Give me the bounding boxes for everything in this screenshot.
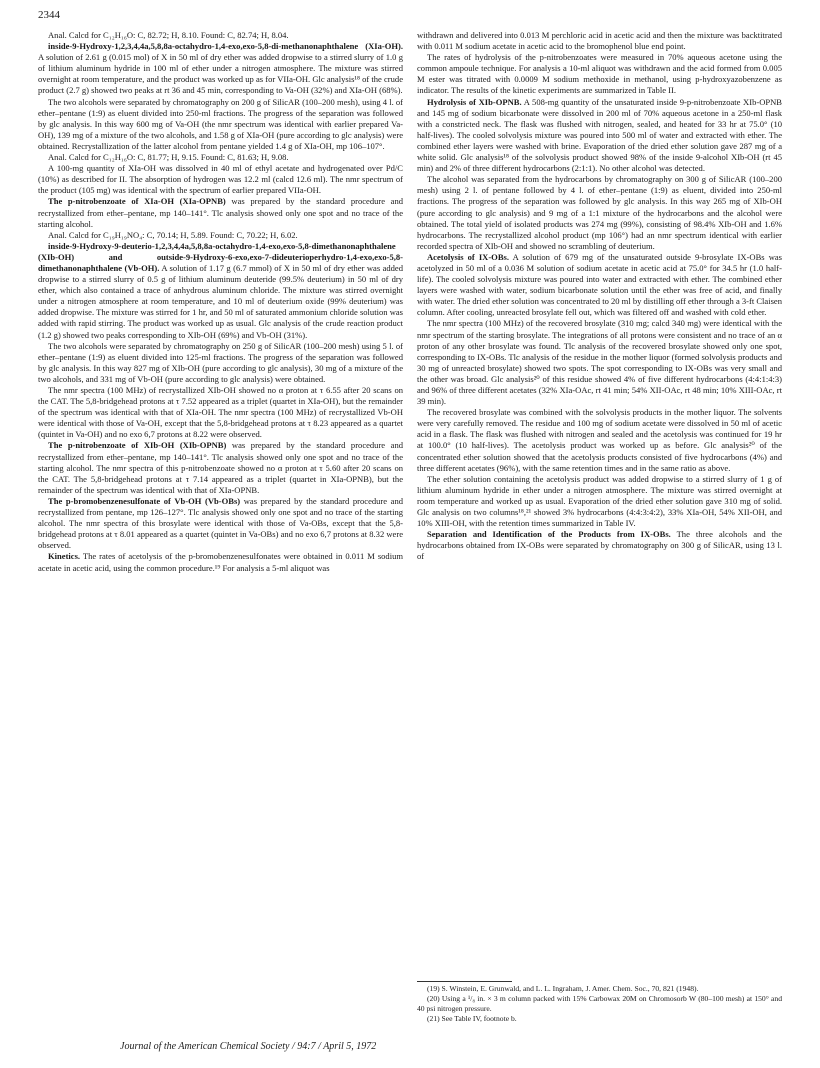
paragraph-text: was prepared by the standard procedure and recrystallized from ether–pentane, mp 140–141°. Tlc analysis showed only one spot and no trace of the starting alcohol. [38, 196, 404, 229]
paragraph-text: The rates of acetolysis of the p-bromobenzenesulfonates were obtained in 0.011 M sodium acetate in acetic acid, using the common procedure.¹⁹ For analysis a 5-ml aliquot was [38, 551, 403, 573]
paragraph-text: The two alcohols were separated by chromatography on 200 g of SilicAR (100–200 mesh), using 4 l. of ether–pentane (1:9) as eluent divided into 250-ml fractions. The progress of the separation was followed by glc analysis. In this way 600 mg of Va-OH (the nmr spectrum was identical with earlier prepared Va-OH), 139 mg of a mixture of the two alcohols, and 1.58 g of XIa-OH (pure according to glc analysis) were obtained. Recrystallization of the latter alcohol from pentane yielded 1.4 g of XIa-OH, mp 106–107°. [38, 96, 403, 151]
paragraph-heading: The p-nitrobenzoate of XIb-OH (XIb-OPNB) [48, 440, 227, 451]
paragraph [417, 97, 782, 175]
paragraph-text: The nmr spectra (100 MHz) of recrystallized XIb-OH showed no α proton at τ 6.55 after 20 scans on the CAT. The 5,8-bridgehead protons at τ 7.52 appeared as a triplet (quartet in XIa-OH), but the remainder of the spectrum was identical with that of XIa-OH. The nmr spectra (100 MHz) of recrystallized Vb-OH were identical with those of Va-OH, except that the 5,8-bridgehead protons at τ 8.23 appeared as a quartet (quintet in Va-OH) and no exo 6,7 protons at 8.22 were observed. [38, 385, 403, 440]
paragraph-text: The three alcohols and the hydrocarbons obtained from IX-OBs were separated by chromatography on 300 g of SilicAR, using 13 l. of [417, 529, 782, 562]
paragraph [417, 52, 782, 96]
paragraph [38, 241, 403, 341]
paragraph-text: Anal. Calcd for C₁₂H₁₆O: C, 81.77; H, 9.15. Found: C, 81.63; H, 9.08. [48, 152, 289, 163]
paragraph [38, 41, 403, 96]
right-text-column [417, 30, 782, 563]
paragraph-heading: The p-nitrobenzoate of XIa-OH (XIa-OPNB) [48, 196, 226, 207]
paragraph [417, 252, 782, 319]
footnote: (19) S. Winstein, E. Grunwald, and L. L. Ingraham, J. Amer. Chem. Soc., 70, 821 (1948). [427, 984, 699, 993]
paragraph-text: withdrawn and delivered into 0.013 M perchloric acid in acetic acid and then the mixture was backtitrated with 0.011 M sodium acetate in acetic acid to the bromophenol blue end point. [417, 30, 782, 52]
paragraph-text: The ether solution containing the acetolysis product was added dropwise to a stirred slurry of 1 g of lithium aluminum hydride in ether under a nitrogen atmosphere. The mixture was stirred overnight at room temperature and worked up as usual. Evaporation of the dried ether solution gave 310 mg of solid. Glc analysis on two columns¹⁸,²¹ showed 3% hydrocarbons (4:4:3:4:2), 33% XIa-OH, 54% XII-OH, and 10% XIII-OH, with the retention times summarized in Table IV. [417, 473, 782, 529]
footnote: (21) See Table IV, footnote b. [427, 1014, 517, 1023]
paragraph-text: was prepared by the standard procedure and recrystallized from pentane, mp 126–127°. Tlc analysis showed only one spot and no trace of the starting alcohol. The nmr spectra of this brosylate were identical with those of Va-OBs, except that the 5,8-bridgehead protons at τ 8.01 appeared as a quartet (quintet in Va-OBs) and no exo 6,7 protons at 8.32 were observed. [38, 495, 403, 551]
paragraph-text: The alcohol was separated from the hydrocarbons by chromatography on 300 g of SilicAR (100–200 mesh) using 2 l. of pentane followed by 4 l. of ether–pentane (1:9) as eluent, divided into 250-ml fractions. The progress of the separation was followed by glc analysis. In this way 265 mg of XIb-OH (pure according to glc analysis) and 9 mg of a 1:1 mixture of the hydrocarbons and the alcohol were obtained. The total yield of isolated products was 274 mg (99%), consisting of 98.4% XIb-OH and 1.6% hydrocarbons. The recrystallized alcohol product (mp 106°) had an nmr spectrum identical with earlier recorded spectra of XIb-OH and showed no scrambling of deuterium. [417, 174, 782, 251]
paragraph [417, 318, 782, 407]
paragraph [417, 474, 782, 529]
footnote: (20) Using a ¹/₈ in. × 3 m column packed with 15% Carbowax 20M on Chromosorb W (80–100 mesh) at 150° and 40 psi nitrogen pressure. [417, 994, 782, 1013]
page-number: 2344 [38, 9, 60, 21]
paragraph [38, 163, 403, 196]
paragraph [38, 196, 403, 229]
paragraph [38, 551, 403, 573]
paragraph-text: The nmr spectra (100 MHz) of the recovered brosylate (310 mg; calcd 340 mg) were identical with the nmr spectrum of the starting brosylate. The integrations of all protons were consistent and no trace of an α proton of any other brosylate was found. Tlc analysis of the recovered brosylate showed only one spot, corresponding to IX-OBs. Tlc analysis of the residue in the mother liquor (formed solvolysis products and 30 mg of unreacted brosylate) showed two spots. The spot corresponding to IX-OBs was very small and the other was broad. Glc analysis²⁰ of this residue showed 4% of five different hydrocarbons (4:4:1:4:3) and 96% of three different acetates (32% XIa-OAc, rt 41 min; 54% XII-OAc, rt 48 min; 10% XIII-OAc, rt 39 min). [417, 318, 782, 407]
paragraph [38, 440, 403, 495]
left-text-column [38, 30, 403, 574]
paragraph-heading: Acetolysis of IX-OBs. [427, 251, 509, 262]
paragraph-heading: Kinetics. [48, 551, 81, 562]
paragraph-text: A 508-mg quantity of the unsaturated inside 9-p-nitrobenzoate XIb-OPNB and 145 mg of sodium bicarbonate were dissolved in 200 ml of 70% aqueous acetone in a 250-ml flask with a constricted neck. The flask was flushed with nitrogen, sealed, and heated for 33 hr at 75.0° (10 half-lives). The cooled solvolysis mixture was poured into 500 ml of water and extracted with ether. The combined ether layers were washed with brine. Evaporation of the dried ether solution gave 287 mg of a white solid. Glc analysis¹⁸ of the solvolysis product showed 98% of the inside 9-alcohol XIb-OH (rt 45 min) and 2% of three different hydrocarbons (2:1:1). No other alcohol was detected. [417, 96, 782, 174]
paragraph-heading: Hydrolysis of XIb-OPNB. [427, 96, 522, 107]
paragraph-text: The recovered brosylate was combined with the solvolysis products in the mother liquor. The solvents were very carefully removed. The residue and 100 mg of sodium acetate were dissolved in 50 ml of acetic acid in a flask. The flask was flushed with nitrogen and sealed and the acetolysis was continued for 19 hr at 100.0° (10 half-lives). The acetolysis product was worked up as before. Glc analysis²⁰ of the concentrated ether solution showed that the acetolysis products consisted of five hydrocarbons (4%) and three different acetates (96%), with the same retention times and in the same ratio as above. [417, 407, 782, 473]
paragraph [38, 385, 403, 440]
paragraph [417, 407, 782, 474]
paragraph [417, 529, 782, 562]
paragraph-heading: The p-bromobenzenesulfonate of Vb-OH (Vb-OBs) [48, 495, 241, 506]
paragraph [417, 30, 782, 52]
paragraph-text: The rates of hydrolysis of the p-nitrobenzoates were measured in 70% aqueous acetone using the common ampoule technique. For analysis a 10-ml aliquot was withdrawn and the acid formed from 0.005 M ester was titrated with 0.0009 M sodium methoxide in methanol, using p-hydroxyazobenzene as indicator. The results of the kinetic experiments are summarized in Table II. [417, 52, 782, 96]
paragraph-text: A solution of 679 mg of the unsaturated outside 9-brosylate IX-OBs was acetolyzed in 50 ml of a 0.036 M solution of sodium acetate in acetic acid at 75.0° for 34.5 hr (1.0 half-life). The cooled solvolysis mixture was poured into water and extracted with ether. The combined ether layers were washed with water, sodium bicarbonate solution until the ether was free of acid, and finally with water. The dried ether solution was concentrated to 20 ml by distilling off ether through a 3-ft Claisen column. After cooling, unreacted brosylate fell out, which was filtered off and washed with cold ether. [417, 251, 782, 318]
paragraph [38, 496, 403, 551]
paragraph-heading: inside-9-Hydroxy-1,2,3,4,4a,5,8,8a-octahydro-1,4-exo,exo-5,8-di-methanonaphthalene (XIa-OH). [48, 41, 403, 52]
footnote-rule [417, 981, 512, 982]
paragraph [38, 152, 403, 163]
paragraph [417, 174, 782, 252]
paragraph-text: A solution of 2.61 g (0.015 mol) of X in 50 ml of dry ether was added dropwise to a stirred slurry of 1.0 g of lithium aluminum hydride in 100 ml of ether under a nitrogen atmosphere. The mixture was stirred overnight at room temperature, and the product was worked up as for VIIa-OH. Glc analysis¹⁸ of the crude product (2.7 g) showed two peaks at rt 36 and 45 min, corresponding to Va-OH (32%) and XIa-OH (68%). [38, 52, 403, 96]
paragraph-text: was prepared by the standard procedure and recrystallized from ether–pentane, mp 140–141°. Tlc analysis showed only one spot and no trace of the starting alcohol. The nmr spectra of this p-nitrobenzoate showed no α proton at τ 5.60 after 20 scans on the CAT. The 5,8-bridgehead protons at τ 7.14 appeared as a triplet (quartet in XIa-OPNB), but the remainder of the spectrum was identical with that of XIa-OPNB. [38, 440, 404, 495]
paragraph [38, 97, 403, 152]
paragraph [38, 30, 403, 41]
paragraph-text: A solution of 1.17 g (6.7 mmol) of X in 50 ml of dry ether was added dropwise to a stirred slurry of 0.5 g of lithium aluminum deuteride (99.5% deuterium) in 50 ml of dry ether, which also contained a trace of anhydrous aluminum chloride. The mixture was stirred overnight under a nitrogen atmosphere at room temperature, and 10 ml of deuterium oxide (99% deuterium) was added dropwise. The mixture was stirred for 1 hr, and 50 ml of saturated ammonium chloride solution was added with rapid stirring. The product was worked up as usual. Glc analysis of the crude reaction product (1.2 g) showed two peaks corresponding to XIb-OH (69%) and Vb-OH (31%). [38, 262, 403, 340]
paragraph [38, 341, 403, 385]
paragraph-text: The two alcohols were separated by chromatography on 250 g of SilicAR (100–200 mesh) using 5 l. of ether–pentane (1:9) as eluent divided into 125-ml fractions. The progress of the separation was followed by glc analysis. In this way 827 mg of XIb-OH (pure according to glc analysis), 30 mg of a mixture of the two alcohols, and 331 mg of Vb-OH (pure according to glc analysis) were obtained. [38, 340, 403, 384]
paragraph-text: Anal. Calcd for C₁₂H₁₆O: C, 82.72; H, 8.10. Found: C, 82.74; H, 8.04. [48, 30, 289, 40]
paragraph-text: A 100-mg quantity of XIa-OH was dissolved in 40 ml of ethyl acetate and hydrogenated over Pd/C (10%) as described for II. The absorption of hydrogen was 12.2 ml (calcd 12.6 ml). The nmr spectrum of the product (105 mg) was identical with the spectrum of earlier prepared VIIa-OH. [38, 163, 403, 196]
paragraph [38, 230, 403, 241]
journal-footer: Journal of the American Chemical Society / 94:7 / April 5, 1972 [120, 1041, 377, 1052]
paragraph-heading: inside-9-Hydroxy-9-deuterio-1,2,3,4,4a,5,8,8a-octahydro-1,4-exo,exo-5,8-dimethanonaphthalene (XIb-OH) and outside-9-Hydroxy-6-exo,exo-7-dideuterioperhydro-1,4-exo,exo-5,8-dimethanonaphthalene (Vb-OH). [38, 240, 403, 273]
paragraph-heading: Separation and Identification of the Products from IX-OBs. [427, 529, 671, 540]
footnotes [417, 981, 782, 1024]
paragraph-text: Anal. Calcd for C₁₉H₁₉NO₄: C, 70.14; H, 5.89. Found: C, 70.22; H, 6.02. [48, 229, 298, 240]
